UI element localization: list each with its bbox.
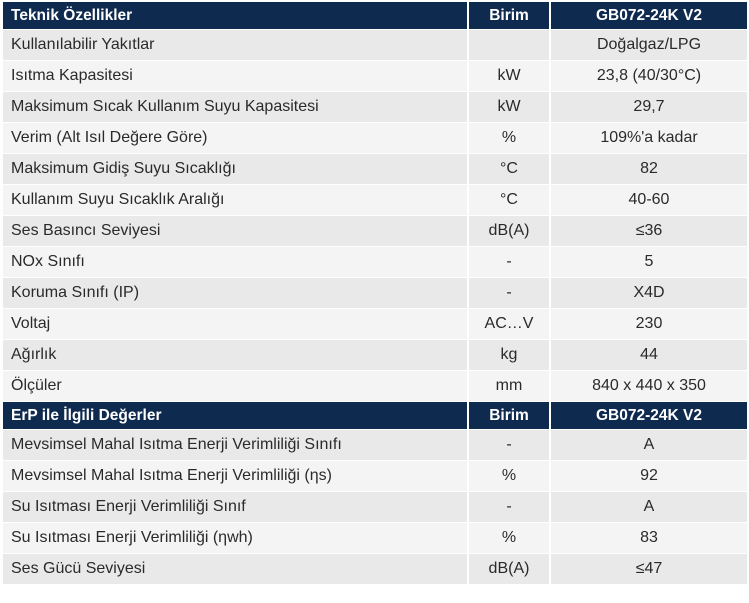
spec-unit: kW — [468, 61, 550, 92]
table-row — [3, 371, 747, 402]
spec-label: Kullanım Suyu Sıcaklık Aralığı — [3, 185, 468, 216]
spec-value: 82 — [550, 154, 747, 185]
spec-unit: - — [468, 492, 550, 523]
header-unit: Birim — [468, 402, 550, 430]
header-model: GB072-24K V2 — [550, 2, 747, 30]
spec-value: 109%'a kadar — [550, 123, 747, 154]
spec-unit: % — [468, 461, 550, 492]
spec-value: 5 — [550, 247, 747, 278]
header-specs-title: Teknik Özellikler — [3, 2, 468, 30]
spec-value: 23,8 (40/30°C) — [550, 61, 747, 92]
table-row — [3, 340, 747, 371]
spec-unit: °C — [468, 185, 550, 216]
table-row — [3, 492, 747, 523]
table-row — [3, 61, 747, 92]
spec-unit: % — [468, 523, 550, 554]
spec-unit: dB(A) — [468, 216, 550, 247]
spec-unit: % — [468, 123, 550, 154]
spec-value: 83 — [550, 523, 747, 554]
spec-label: Isıtma Kapasitesi — [3, 61, 468, 92]
spec-label: Su Isıtması Enerji Verimliliği Sınıf — [3, 492, 468, 523]
spec-unit: °C — [468, 154, 550, 185]
spec-label: Su Isıtması Enerji Verimliliği (ηwh) — [3, 523, 468, 554]
spec-label: Voltaj — [3, 309, 468, 340]
spec-label: Koruma Sınıfı (IP) — [3, 278, 468, 309]
header-unit: Birim — [468, 2, 550, 30]
section-header-erp — [3, 402, 747, 430]
table-row — [3, 430, 747, 461]
spec-value: A — [550, 430, 747, 461]
spec-label: Ses Gücü Seviyesi — [3, 554, 468, 585]
spec-unit: kW — [468, 92, 550, 123]
spec-table-body — [3, 2, 747, 585]
spec-label: Maksimum Gidiş Suyu Sıcaklığı — [3, 154, 468, 185]
spec-value: ≤36 — [550, 216, 747, 247]
spec-value: X4D — [550, 278, 747, 309]
spec-value: 840 x 440 x 350 — [550, 371, 747, 402]
spec-value: 29,7 — [550, 92, 747, 123]
spec-label: Verim (Alt Isıl Değere Göre) — [3, 123, 468, 154]
spec-unit: - — [468, 247, 550, 278]
spec-value: 230 — [550, 309, 747, 340]
table-row — [3, 523, 747, 554]
header-erp-title: ErP ile İlgili Değerler — [3, 402, 468, 430]
spec-value: Doğalgaz/LPG — [550, 30, 747, 61]
spec-value: A — [550, 492, 747, 523]
spec-label: Mevsimsel Mahal Isıtma Enerji Verimliliği (ηs) — [3, 461, 468, 492]
table-row — [3, 247, 747, 278]
table-row — [3, 154, 747, 185]
table-row — [3, 461, 747, 492]
spec-unit: kg — [468, 340, 550, 371]
spec-value: 44 — [550, 340, 747, 371]
spec-label: NOx Sınıfı — [3, 247, 468, 278]
table-row — [3, 216, 747, 247]
spec-label: Ölçüler — [3, 371, 468, 402]
spec-unit: AC…V — [468, 309, 550, 340]
spec-unit: - — [468, 430, 550, 461]
spec-label: Ses Basıncı Seviyesi — [3, 216, 468, 247]
spec-label: Ağırlık — [3, 340, 468, 371]
spec-table — [3, 2, 747, 585]
table-row — [3, 278, 747, 309]
spec-unit — [468, 30, 550, 61]
table-row — [3, 92, 747, 123]
spec-label: Kullanılabilir Yakıtlar — [3, 30, 468, 61]
spec-label: Mevsimsel Mahal Isıtma Enerji Verimliliği Sınıfı — [3, 430, 468, 461]
spec-value: 92 — [550, 461, 747, 492]
table-row — [3, 30, 747, 61]
spec-unit: mm — [468, 371, 550, 402]
section-header-technical — [3, 2, 747, 30]
spec-value: 40-60 — [550, 185, 747, 216]
spec-unit: dB(A) — [468, 554, 550, 585]
table-row — [3, 554, 747, 585]
table-row — [3, 123, 747, 154]
table-row — [3, 309, 747, 340]
table-row — [3, 185, 747, 216]
spec-label: Maksimum Sıcak Kullanım Suyu Kapasitesi — [3, 92, 468, 123]
spec-value: ≤47 — [550, 554, 747, 585]
header-model: GB072-24K V2 — [550, 402, 747, 430]
spec-unit: - — [468, 278, 550, 309]
